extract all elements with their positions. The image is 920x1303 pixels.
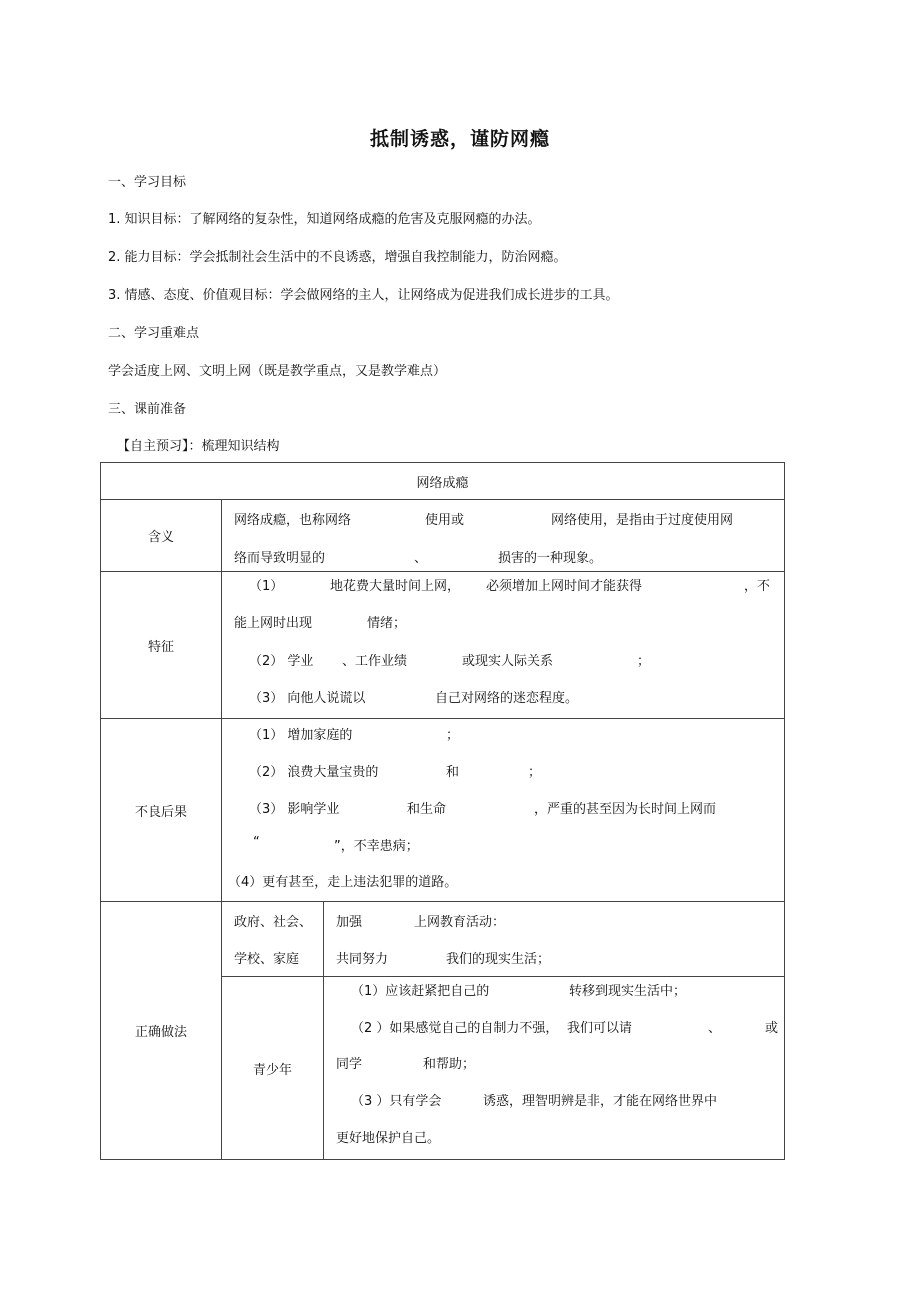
meaning-text: 损害的一种现象。 [498,551,603,566]
gov-label-cell [222,902,324,977]
goal-ability: 2. 能力目标：学会抵制社会生活中的不良诱惑，增强自我控制能力，防治网瘾。 [108,250,567,265]
youth-text: 或 [765,1021,779,1036]
consequence-text: ； [528,765,542,780]
consequence-text: （3） 影响学业 [249,802,340,817]
gov-text: 上网教育活动： [414,915,506,930]
youth-text: （2 ）如果感觉自己的自制力不强， [351,1021,559,1036]
youth-text: 我们可以请 [567,1021,633,1036]
gov-text: 我们的现实生活； [446,952,551,967]
gov-text: 加强 [336,915,363,930]
section-heading-preparation: 三、课前准备 [108,402,187,417]
feature-text: 自己对网络的迷恋程度。 [435,691,579,706]
feature-text: 情绪； [367,616,407,631]
gov-label: 学校、家庭 [234,952,300,967]
consequence-text: （2） 浪费大量宝贵的 [249,765,379,780]
gov-text: 共同努力 [336,952,389,967]
consequences-content [222,719,785,902]
youth-text: 同学 [336,1057,363,1072]
youth-text: 和帮助； [423,1057,476,1072]
feature-text: ； [637,654,651,669]
meaning-text: 络而导致明显的 [234,551,326,566]
features-content [222,572,785,719]
consequence-text: ”，不幸患病； [334,839,419,854]
consequence-text: “ [253,835,260,850]
row-label-features: 特征 [101,572,222,719]
youth-text: （3 ）只有学会 [351,1094,442,1109]
feature-text: 必须增加上网时间才能获得 [486,579,643,594]
meaning-text: 使用或 [425,513,465,528]
youth-text: 、 [708,1021,722,1036]
page-title: 抵制诱惑，谨防网瘾 [369,128,550,150]
meaning-text: 网络成瘾，也称网络 [234,513,352,528]
feature-text: （3） 向他人说谎以 [249,691,366,706]
goal-knowledge: 1. 知识目标：了解网络的复杂性，知道网络成瘾的危害及克服网瘾的办法。 [108,212,541,227]
youth-text: 更好地保护自己。 [336,1131,441,1146]
youth-label: 青少年 [222,977,324,1160]
consequence-text: ； [446,728,460,743]
consequence-text: 和生命 [407,802,447,817]
meaning-text: 网络使用，是指由于过度使用网 [551,513,734,528]
consequence-text: 和 [446,765,460,780]
feature-text: 或现实人际关系 [462,654,554,669]
gov-label: 政府、社会、 [234,915,313,930]
consequence-text: （4）更有甚至，走上违法犯罪的道路。 [228,875,458,890]
section-heading-keypoints: 二、学习重难点 [108,326,200,341]
feature-text: 、工作业绩 [342,654,408,669]
feature-text: （2） 学业 [249,654,314,669]
preview-label: 【自主预习】：梳理知识结构 [117,439,280,454]
table-header: 网络成瘾 [101,463,785,500]
goal-emotion: 3. 情感、态度、价值观目标：学会做网络的主人，让网络成为促进我们成长进步的工具。 [108,288,619,303]
consequence-text: （1） 增加家庭的 [249,728,353,743]
feature-text: （1） [249,579,284,594]
feature-text: 地花费大量时间上网， [330,579,461,594]
meaning-content [222,500,785,572]
consequence-text: ，严重的甚至因为长时间上网而 [534,802,717,817]
meaning-text: 、 [414,551,428,566]
gov-content [324,902,785,977]
feature-text: 能上网时出现 [234,616,313,631]
youth-text: 诱惑，理智明辨是非，才能在网络世界中 [483,1094,718,1109]
youth-content [324,977,785,1160]
section-heading-goals: 一、学习目标 [108,175,187,190]
row-label-consequences: 不良后果 [101,719,222,902]
feature-text: ，不 [744,579,771,594]
row-label-correct: 正确做法 [101,902,222,1160]
youth-text: （1）应该赶紧把自己的 [351,984,490,999]
keypoint-text: 学会适度上网、文明上网（既是教学重点，又是教学难点） [108,364,447,379]
youth-text: 转移到现实生活中； [569,984,687,999]
row-label-meaning: 含义 [101,500,222,572]
knowledge-structure-table [100,462,785,1160]
